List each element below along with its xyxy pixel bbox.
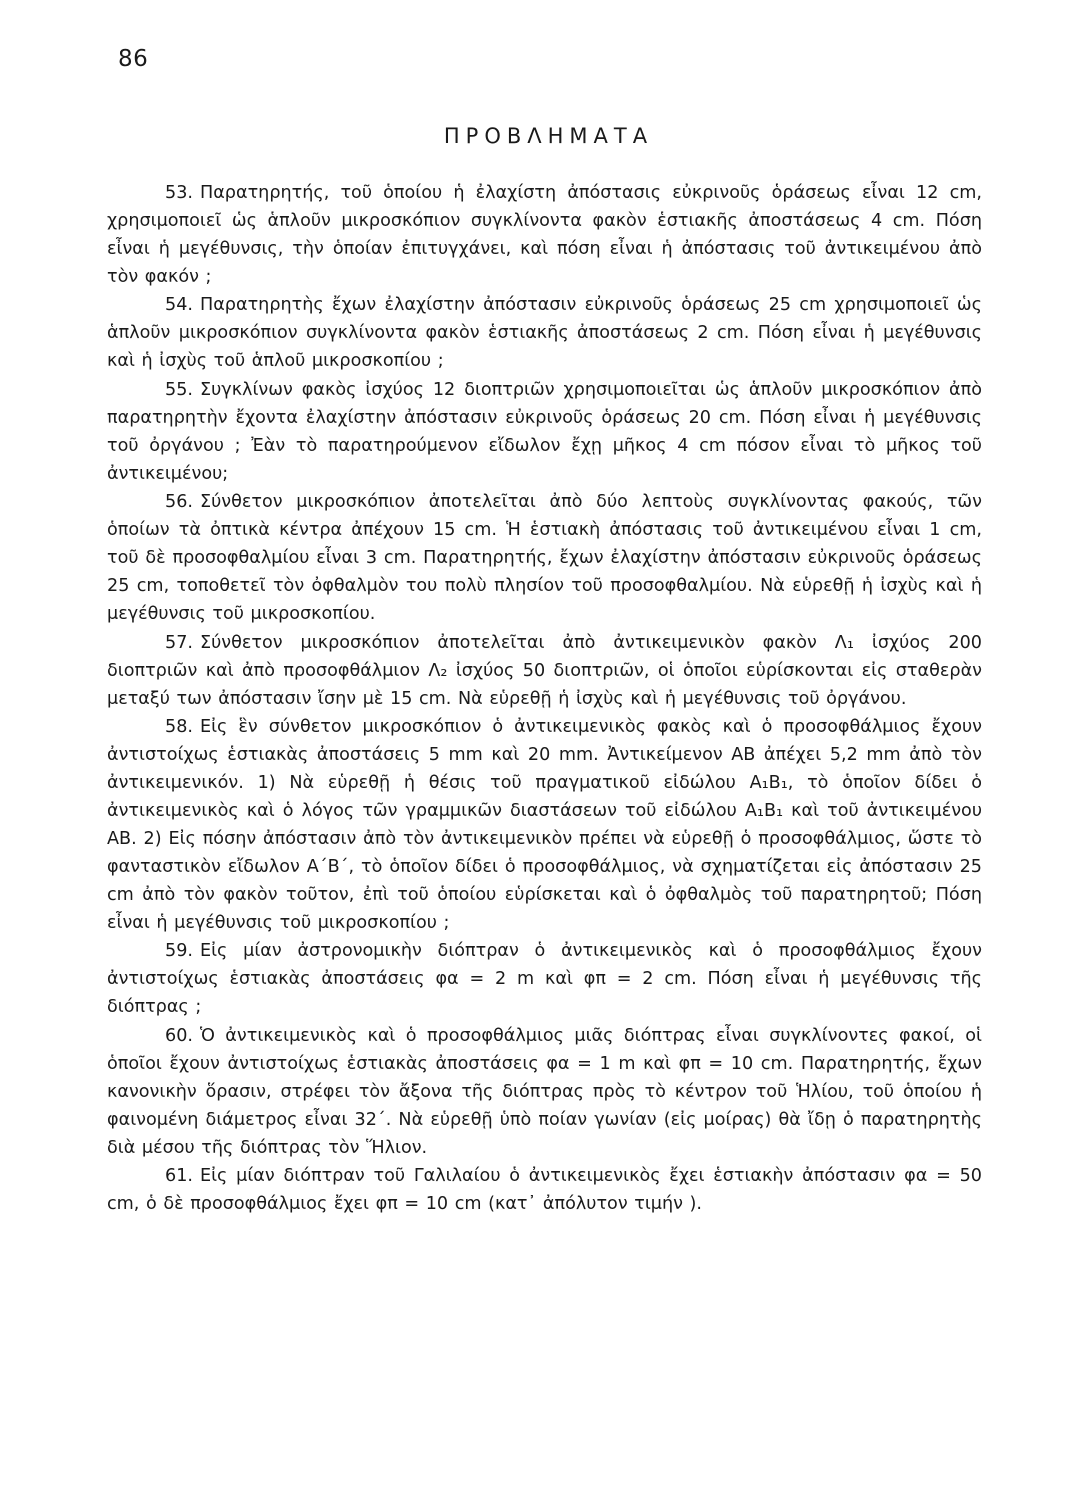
problem-text: Εἰς μίαν ἀστρονομικὴν διόπτραν ὁ ἀντικειμενικὸς καὶ ὁ προσοφθάλμιος ἔχουν ἀντιστοίχως ἑστιακὰς ἀποστάσεις φα = 2 m καὶ φπ = 2 cm. Πόση εἶναι ἡ μεγέθυνσις τῆς διόπτρας ; — [107, 941, 982, 1018]
problem-list — [107, 180, 982, 1220]
problem-54 — [107, 292, 982, 376]
problem-number: 57. — [165, 632, 193, 653]
problem-61 — [107, 1163, 982, 1219]
page-number: 86 — [118, 46, 149, 72]
problem-text: Παρατηρητής, τοῦ ὁποίου ἡ ἐλαχίστη ἀπόστασις εὐκρινοῦς ὁράσεως εἶναι 12 cm, χρησιμοποιεῖ ὡς ἁπλοῦν μικροσκόπιον συγκλίνοντα φακὸν ἑστιακῆς ἀποστάσεως 4 cm. Πόση εἶναι ἡ μεγέθυνσις, τὴν ὁποίαν ἐπιτυγχάνει, καὶ πόση εἶναι ἡ ἀπόστασις τοῦ ἀντικειμένου ἀπὸ τὸν φακόν ; — [107, 183, 982, 287]
problem-60 — [107, 1023, 982, 1163]
problem-text: Ὁ ἀντικειμενικὸς καὶ ὁ προσοφθάλμιος μιᾶς διόπτρας εἶναι συγκλίνοντες φακοί, οἱ ὁποῖοι ἔχουν ἀντιστοίχως ἑστιακὰς ἀποστάσεις φα = 1 m καὶ φπ = 10 cm. Παρατηρητής, ἔχων κανονικὴν ὅρασιν, στρέφει τὸν ἄξονα τῆς διόπτρας πρὸς τὸ κέντρον τοῦ Ἡλίου, τοῦ ὁποίου ἡ φαινομένη διάμετρος εἶναι 32΄. Νὰ εὑρεθῇ ὑπὸ ποίαν γωνίαν (εἰς μοίρας) θὰ ἴδῃ ὁ παρατηρητὴς διὰ μέσου τῆς διόπτρας τὸν Ἥλιον. — [107, 1025, 982, 1158]
problem-number: 60. — [165, 1025, 193, 1046]
problem-number: 54. — [165, 295, 193, 316]
problem-text: Παρατηρητὴς ἔχων ἐλαχίστην ἀπόστασιν εὐκρινοῦς ὁράσεως 25 cm χρησιμοποιεῖ ὡς ἁπλοῦν μικροσκόπιον συγκλίνοντα φακὸν ἑστιακῆς ἀποστάσεως 2 cm. Πόση εἶναι ἡ μεγέθυνσις καὶ ἡ ἰσχὺς τοῦ ἁπλοῦ μικροσκοπίου ; — [107, 295, 982, 372]
problem-number: 61. — [165, 1166, 193, 1187]
problem-text: Σύνθετον μικροσκόπιον ἀποτελεῖται ἀπὸ ἀντικειμενικὸν φακὸν Λ₁ ἰσχύος 200 διοπτριῶν καὶ ἀπὸ προσοφθάλμιον Λ₂ ἰσχύος 50 διοπτριῶν, οἱ ὁποῖοι εὑρίσκονται εἰς σταθερὰν μεταξύ των ἀπόστασιν ἴσην μὲ 15 cm. Νὰ εὑρεθῇ ἡ ἰσχὺς καὶ ἡ μεγέθυνσις τοῦ ὀργάνου. — [107, 632, 982, 709]
problem-58 — [107, 714, 982, 938]
problem-number: 56. — [165, 492, 193, 513]
problem-text: Συγκλίνων φακὸς ἰσχύος 12 διοπτριῶν χρησιμοποιεῖται ὡς ἁπλοῦν μικροσκόπιον ἀπὸ παρατηρητὴν ἔχοντα ἐλαχίστην ἀπόστασιν εὐκρινοῦς ὁράσεως 20 cm. Πόση εἶναι ἡ μεγέθυνσις τοῦ ὀργάνου ; Ἐὰν τὸ παρατηρούμενον εἴδωλον ἔχῃ μῆκος 4 cm πόσον εἶναι τὸ μῆκος τοῦ ἀντικειμένου; — [107, 379, 982, 484]
problem-57 — [107, 630, 982, 714]
problem-59 — [107, 938, 982, 1022]
problem-number: 58. — [165, 717, 193, 738]
problem-53 — [107, 180, 982, 292]
problem-text: Σύνθετον μικροσκόπιον ἀποτελεῖται ἀπὸ δύο λεπτοὺς συγκλίνοντας φακούς, τῶν ὁποίων τὰ ὀπτικὰ κέντρα ἀπέχουν 15 cm. Ἡ ἑστιακὴ ἀπόστασις τοῦ ἀντικειμένου εἶναι 1 cm, τοῦ δὲ προσοφθαλμίου εἶναι 3 cm. Παρατηρητής, ἔχων ἐλαχίστην ἀπόστασιν εὐκρινοῦς ὁράσεως 25 cm, τοποθετεῖ τὸν ὀφθαλμὸν του πολὺ πλησίον τοῦ προσοφθαλμίου. Νὰ εὑρεθῇ ἡ ἰσχὺς καὶ ἡ μεγέθυνσις τοῦ μικροσκοπίου. — [107, 492, 982, 625]
problem-number: 59. — [165, 941, 193, 962]
problem-55 — [107, 377, 982, 489]
problem-56 — [107, 489, 982, 629]
problem-number: 55. — [165, 379, 193, 400]
problem-text: Εἰς ἓν σύνθετον μικροσκόπιον ὁ ἀντικειμενικὸς φακὸς καὶ ὁ προσοφθάλμιος ἔχουν ἀντιστοίχως ἑστιακὰς ἀποστάσεις 5 mm καὶ 20 mm. Ἀντικείμενον ΑΒ ἀπέχει 5,2 mm ἀπὸ τὸν ἀντικειμενικόν. 1) Νὰ εὑρεθῇ ἡ θέσις τοῦ πραγματικοῦ εἰδώλου Α₁Β₁, τὸ ὁποῖον δίδει ὁ ἀντικειμενικὸς καὶ ὁ λόγος τῶν γραμμικῶν διαστάσεων τοῦ εἰδώλου Α₁Β₁ καὶ τοῦ ἀντικειμένου ΑΒ. 2) Εἰς πόσην ἀπόστασιν ἀπὸ τὸν ἀντικειμενικὸν πρέπει νὰ εὑρεθῇ ὁ προσοφθάλμιος, ὥστε τὸ φανταστικὸν εἴδωλον Α΄Β΄, τὸ ὁποῖον δίδει ὁ προσοφθάλμιος, νὰ σχηματίζεται εἰς ἀπόστασιν 25 cm ἀπὸ τὸν φακὸν τοῦτον, ἐπὶ τοῦ ὁποίου εὑρίσκεται καὶ ὁ ὀφθαλμὸς τοῦ παρατηρητοῦ; Πόση εἶναι ἡ μεγέθυνσις τοῦ μικροσκοπίου ; — [107, 717, 982, 933]
section-title: ΠΡΟΒΛΗΜΑΤΑ — [443, 124, 654, 148]
problem-text: Εἰς μίαν διόπτραν τοῦ Γαλιλαίου ὁ ἀντικειμενικὸς ἔχει ἑστιακὴν ἀπόστασιν φα = 50 cm, ὁ δὲ προσοφθάλμιος ἔχει φπ = 10 cm (κατ᾽ ἀπόλυτον τιμήν ). — [107, 1166, 982, 1215]
problem-number: 53. — [165, 183, 193, 203]
